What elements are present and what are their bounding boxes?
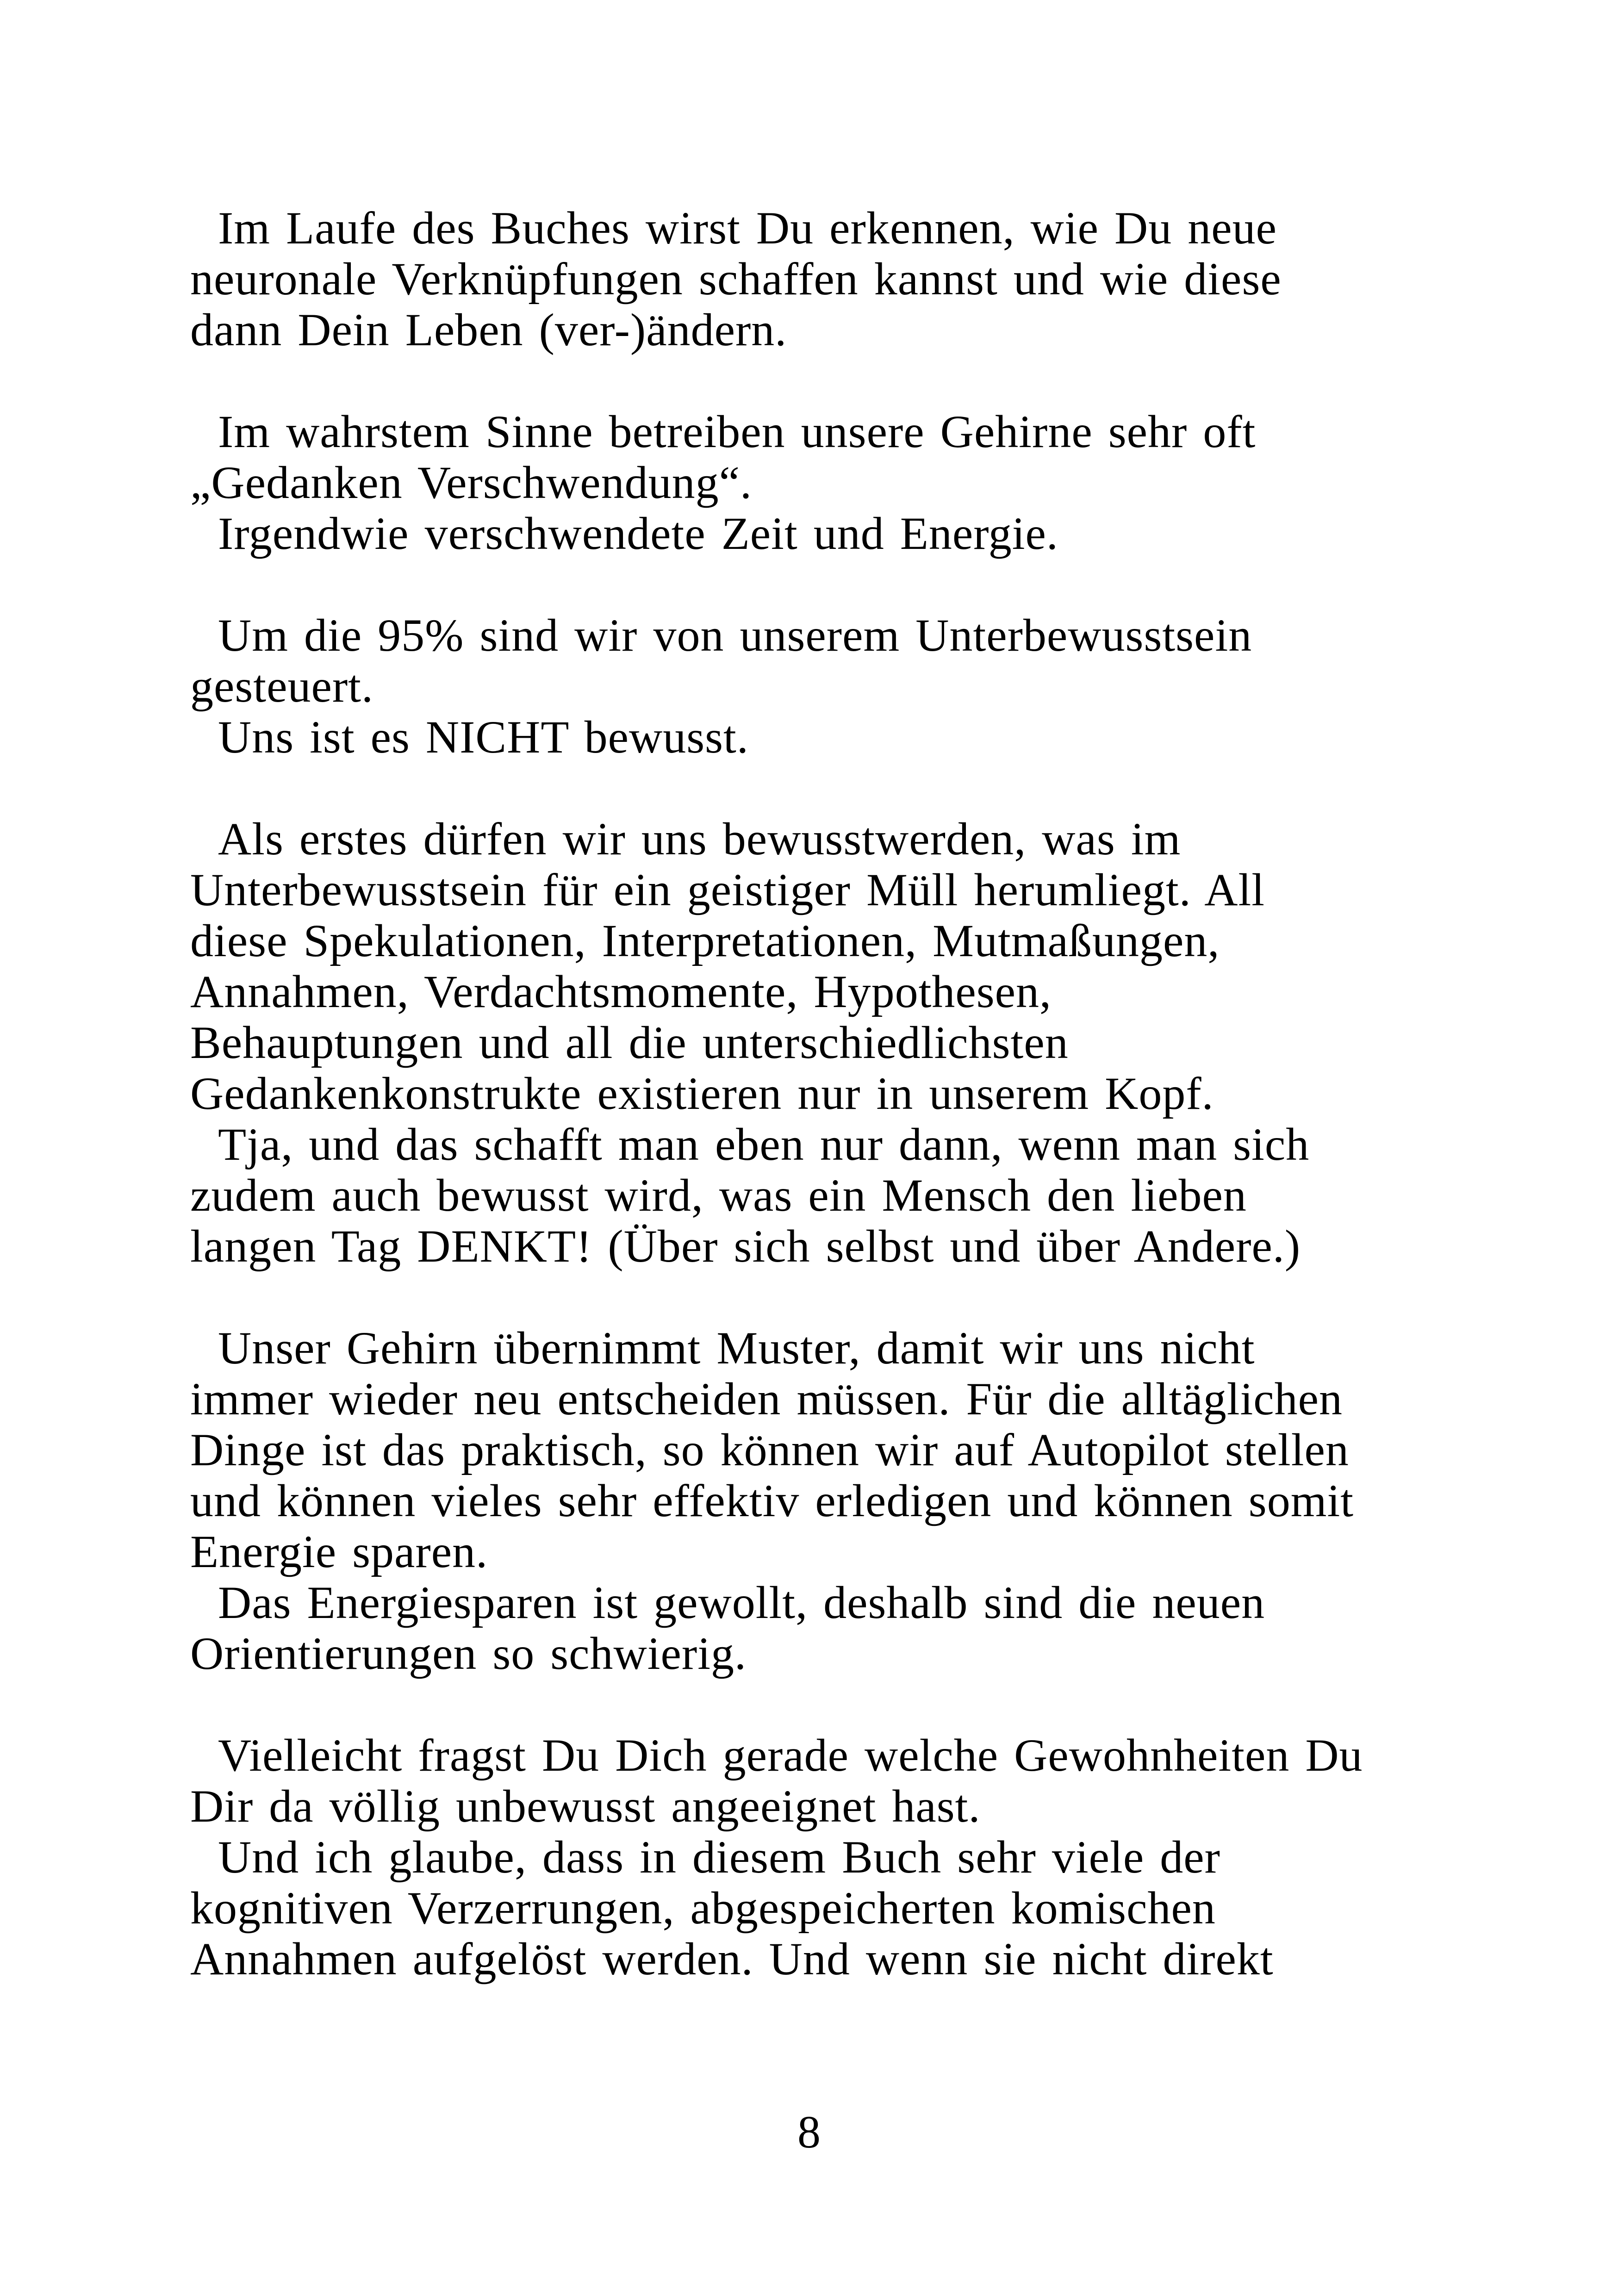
text-line: Um die 95% sind wir von unserem Unterbewusstsein xyxy=(218,610,1252,661)
text-line: Und ich glaube, dass in diesem Buch sehr viele der xyxy=(218,1831,1220,1883)
paragraph xyxy=(190,814,1479,1119)
text-line: „Gedanken Verschwendung“. xyxy=(190,457,753,508)
text-line: diese Spekulationen, Interpretationen, Mutmaßungen, xyxy=(190,915,1220,966)
text-line: und können vieles sehr effektiv erledigen und können somit xyxy=(190,1475,1354,1526)
paragraph xyxy=(190,1119,1479,1272)
text-line: Als erstes dürfen wir uns bewusstwerden, was im xyxy=(218,813,1181,865)
text-line: neuronale Verknüpfungen schaffen kannst und wie diese xyxy=(190,253,1282,305)
page-text xyxy=(190,203,1479,1985)
text-line: immer wieder neu entscheiden müssen. Für die alltäglichen xyxy=(190,1373,1343,1425)
text-line: langen Tag DENKT! (Über sich selbst und über Andere.) xyxy=(190,1220,1301,1272)
text-line: zudem auch bewusst wird, was ein Mensch den lieben xyxy=(190,1170,1247,1221)
paragraph xyxy=(190,610,1479,712)
text-line: Irgendwie verschwendete Zeit und Energie. xyxy=(218,508,1058,559)
paragraph xyxy=(190,406,1479,508)
paragraph xyxy=(190,508,1479,559)
text-line: Annahmen, Verdachtsmomente, Hypothesen, xyxy=(190,966,1052,1017)
text-line: Das Energiesparen ist gewollt, deshalb sind die neuen xyxy=(218,1577,1265,1628)
text-line: Vielleicht fragst Du Dich gerade welche Gewohnheiten Du xyxy=(218,1730,1363,1781)
text-line: Dinge ist das praktisch, so können wir auf Autopilot stellen xyxy=(190,1424,1349,1475)
text-line: Gedankenkonstrukte existieren nur in unserem Kopf. xyxy=(190,1068,1214,1119)
paragraph xyxy=(190,1577,1479,1679)
text-line: Unterbewusstsein für ein geistiger Müll herumliegt. All xyxy=(190,864,1265,915)
text-line: kognitiven Verzerrungen, abgespeicherten komischen xyxy=(190,1882,1216,1934)
paragraph xyxy=(190,203,1479,355)
text-line: Dir da völlig unbewusst angeeignet hast. xyxy=(190,1780,981,1832)
paragraph xyxy=(190,1323,1479,1577)
text-line: Annahmen aufgelöst werden. Und wenn sie nicht direkt xyxy=(190,1933,1274,1985)
paragraph xyxy=(190,1832,1479,1985)
text-line: Behauptungen und all die unterschiedlichsten xyxy=(190,1017,1069,1068)
page-number: 8 xyxy=(797,2106,821,2158)
text-line: Im wahrstem Sinne betreiben unsere Gehirne sehr oft xyxy=(218,406,1256,457)
paragraph xyxy=(190,712,1479,763)
text-line: dann Dein Leben (ver-)ändern. xyxy=(190,304,787,355)
text-line: Orientierungen so schwierig. xyxy=(190,1628,747,1679)
paragraph xyxy=(190,1730,1479,1832)
text-line: Im Laufe des Buches wirst Du erkennen, wie Du neue xyxy=(218,202,1277,254)
text-line: Unser Gehirn übernimmt Muster, damit wir uns nicht xyxy=(218,1322,1255,1374)
text-line: gesteuert. xyxy=(190,660,373,712)
text-line: Uns ist es NICHT bewusst. xyxy=(218,711,749,763)
text-line: Tja, und das schafft man eben nur dann, wenn man sich xyxy=(218,1119,1310,1170)
text-line: Energie sparen. xyxy=(190,1526,488,1577)
